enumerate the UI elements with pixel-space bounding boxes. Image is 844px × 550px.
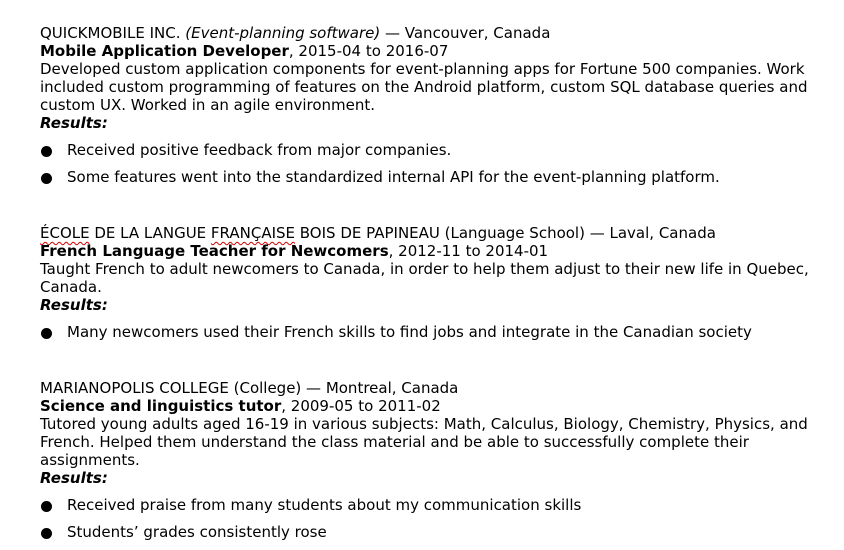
role-line xyxy=(40,397,830,415)
bullet-icon xyxy=(41,328,52,339)
bullet-icon xyxy=(41,146,52,157)
company-type: (Event-planning software) xyxy=(185,24,381,42)
company-type: (College) xyxy=(228,379,302,397)
company-location: — Vancouver, Canada xyxy=(380,24,551,42)
company-name-part: FRANÇAISE xyxy=(210,224,296,242)
role-title: Mobile Application Developer xyxy=(40,42,289,60)
company-location: — Laval, Canada xyxy=(584,224,716,242)
bullet-icon xyxy=(41,528,52,539)
results-list xyxy=(40,323,830,341)
bullet-icon xyxy=(41,173,52,184)
company-name: MARIANOPOLIS COLLEGE xyxy=(40,379,229,397)
results-list xyxy=(40,141,830,186)
role-title: French Language Teacher for Newcomers xyxy=(40,242,389,260)
role-dates: , 2012-11 to 2014-01 xyxy=(388,242,549,260)
result-item: Some features went into the standardized internal API for the event-planning platform. xyxy=(40,168,830,186)
result-item: Many newcomers used their French skills to find jobs and integrate in the Canadian society xyxy=(40,323,830,341)
company-type: (Language School) xyxy=(439,224,585,242)
role-dates: , 2009-05 to 2011-02 xyxy=(281,397,441,415)
company-name-part: ÉCOLE xyxy=(40,224,90,242)
experience-entry-ecole xyxy=(40,224,830,350)
result-item: Received positive feedback from major companies. xyxy=(40,141,830,159)
role-description: Developed custom application components for event-planning apps for Fortune 500 companies. Work included custom programming of features on the Android platform, custom SQL database queries and custom UX. Worked in an agile environment. xyxy=(40,60,808,114)
company-line xyxy=(40,224,830,242)
role-line xyxy=(40,42,830,60)
company-name-part: DE LA LANGUE xyxy=(89,224,211,242)
results-heading: Results: xyxy=(40,114,108,132)
role-line xyxy=(40,242,830,260)
results-heading: Results: xyxy=(40,296,108,314)
experience-entry-marianopolis xyxy=(40,379,830,550)
company-name: QUICKMOBILE INC. xyxy=(40,24,181,42)
role-dates: , 2015-04 to 2016-07 xyxy=(288,42,449,60)
role-title: Science and linguistics tutor xyxy=(40,397,282,415)
company-location: — Montreal, Canada xyxy=(301,379,459,397)
company-line xyxy=(40,24,830,42)
role-description: Tutored young adults aged 16-19 in various subjects: Math, Calculus, Biology, Chemistry, Physics, and French. Helped them understand the class material and be able to successfully complete their assignments. xyxy=(40,415,808,469)
company-name-part: BOIS DE PAPINEAU xyxy=(295,224,440,242)
bullet-icon xyxy=(41,501,52,512)
result-item: Students’ grades consistently rose xyxy=(40,523,830,541)
results-list xyxy=(40,496,830,541)
result-item: Received praise from many students about my communication skills xyxy=(40,496,830,514)
results-heading: Results: xyxy=(40,469,108,487)
experience-entry-quickmobile xyxy=(40,24,830,195)
role-description: Taught French to adult newcomers to Canada, in order to help them adjust to their new life in Quebec, Canada. xyxy=(40,260,809,296)
company-line xyxy=(40,379,830,397)
